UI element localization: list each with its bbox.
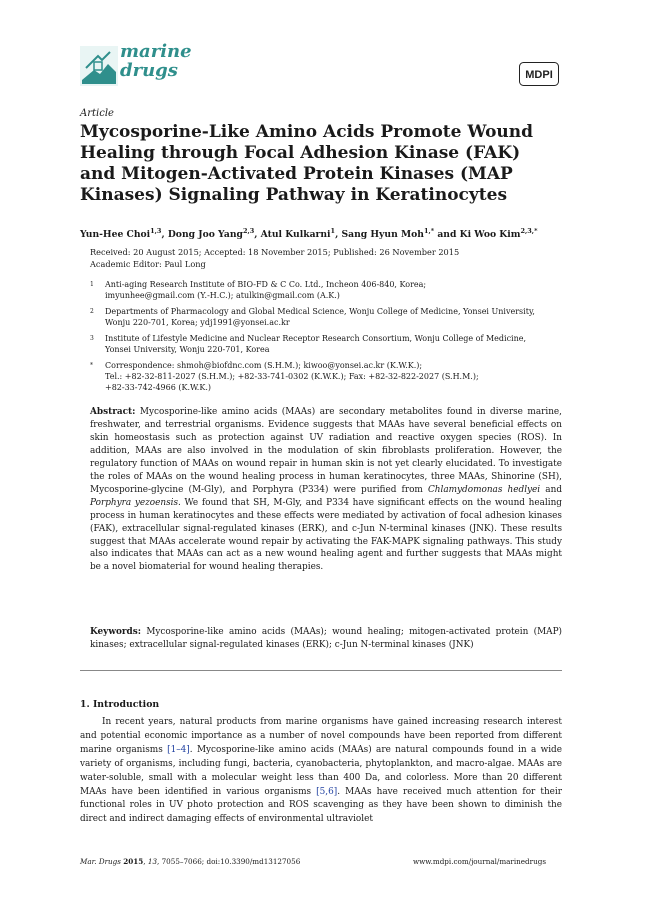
journal-logo-icon [80, 46, 118, 86]
journal-name-line2: drugs [120, 60, 178, 81]
affiliation-line: Correspondence: shmoh@biofdnc.com (S.H.M.); kiwoo@yonsei.ac.kr (K.W.K.); [105, 361, 423, 370]
footer-volume: 13 [147, 857, 158, 866]
abstract-text: and [540, 484, 562, 495]
footer-citation: Mar. Drugs 2015, 13, 7055–7066; doi:10.3390/md13127056 [80, 857, 301, 866]
affiliation-line: Anti-aging Research Institute of BIO-FD & C Co. Ltd., Incheon 406-840, Korea; [105, 280, 427, 289]
academic-editor: Academic Editor: Paul Long [90, 259, 206, 269]
author-affil: 1 [330, 227, 336, 235]
author-name: Atul Kulkarni [260, 229, 331, 241]
author-name: Yun-Hee Choi [80, 229, 151, 241]
paper-title: Mycosporine-Like Amino Acids Promote Wound Healing through Focal Adhesion Kinase (FAK) and Mitogen-Activated Protein Kinases (MAP Kinases) Signaling Pathway in Keratinocytes [80, 122, 534, 205]
affiliation-line: Yonsei University, Wonju 220-701, Korea [105, 345, 270, 354]
author-name: Sang Hyun Moh [341, 229, 424, 241]
keywords-text: Mycosporine-like amino acids (MAAs); wound healing; mitogen-activated protein (MAP) kinases; extracellular signal-regulated kinases (ERK); c-Jun N-terminal kinases (JNK) [90, 627, 562, 650]
journal-logo [80, 42, 190, 94]
mdpi-logo-icon [519, 62, 559, 86]
citation-link[interactable]: [5,6] [316, 786, 338, 797]
affiliation-line: Wonju 220-701, Korea; ydj1991@yonsei.ac.kr [105, 318, 290, 327]
affiliation-line: +82-33-742-4966 (K.W.K.) [105, 383, 211, 392]
publisher-name: MDPI [525, 69, 553, 81]
footer-url[interactable]: www.mdpi.com/journal/marinedrugs [413, 857, 547, 866]
abstract-label: Abstract: [90, 407, 136, 417]
author-name: Dong Joo Yang [167, 229, 243, 241]
author-separator: and [434, 229, 460, 241]
section-divider [80, 670, 562, 671]
intro-text: . Mycosporine-like amino acids (MAAs) are natural compounds found in a wide variety of organisms, including fungi, bacteria, cyanobacteria, phytoplankton, and macro-algae. MAAs are water-soluble, small with a molecular weight less than 400 Da, and colorless. More than 20 different MAAs have been identified in various organisms [80, 744, 562, 797]
abstract-text: We found that SH, M-Gly, and P334 have significant effects on the wound healing process in human keratinocytes and these effects were mediated by activation of focal adhesion kinases (FAK), extracellular signal-regulated kinases (ERK), and c-Jun N-terminal kinases (JNK). These results suggest that MAAs accelerate wound repair by activating the FAK-MAPK signaling pathways. This study also indicates that MAAs can act as a new wound healing agent and further suggests that MAAs might be a novel biomaterial for wound healing therapies. [90, 497, 562, 573]
affiliation-number: 3 [90, 335, 94, 342]
intro-text: . MAAs have received much attention for their functional roles in UV photo protection and ROS scavenging as they have been shown to diminish the direct and indirect damaging effects of environmental ultraviolet [80, 786, 562, 825]
keywords [90, 626, 562, 652]
species-name: Porphyra yezoensis. [90, 497, 181, 508]
affiliation-line: imyunhee@gmail.com (Y.-H.C.); atulkin@gmail.com (A.K.) [105, 291, 340, 300]
journal-name-line1: marine [120, 41, 192, 62]
affiliation-line: Institute of Lifestyle Medicine and Nuclear Receptor Research Consortium, Wonju College of Medicine, [105, 334, 527, 343]
footer-journal: Mar. Drugs [80, 857, 121, 866]
footer-pages-doi: , 7055–7066; doi:10.3390/md13127056 [157, 857, 301, 866]
affiliation-number: 1 [90, 281, 94, 288]
author-separator: , [335, 229, 342, 241]
abstract [90, 406, 562, 574]
section-heading: 1. Introduction [80, 699, 160, 710]
author-separator: , [161, 229, 168, 241]
author-affil: 1,3 [150, 227, 162, 235]
intro-paragraph [80, 716, 562, 827]
publisher-logo [519, 62, 559, 86]
intro-text: In recent years, natural products from marine organisms have gained increasing research interest and potential economic importance as a number of novel compounds have been reported from different marine organisms [80, 717, 562, 755]
affiliation-number: * [90, 362, 93, 369]
abstract-text: Mycosporine-like amino acids (MAAs) are secondary metabolites found in diverse marine, freshwater, and terrestrial organisms. Evidence suggests that MAAs have several beneficial effects on skin homeostasis such as protection against UV radiation and reactive oxygen species (ROS). In addition, MAAs are also involved in the modulation of skin fibroblasts proliferation. However, the regulatory function of MAAs on wound repair in human skin is not yet clearly elucidated. To investigate the roles of MAAs on the wound healing process in human keratinocytes, three MAAs, Shinorine (SH), Mycosporine-glycine (M-Gly), and Porphyra (P334) were purified from [90, 407, 562, 495]
author-affil: 1,* [423, 227, 435, 235]
keywords-label: Keywords: [90, 627, 142, 637]
author-affil: 2,3,* [520, 227, 538, 235]
species-name: Chlamydomonas hedlyei [427, 484, 541, 495]
author-separator: , [254, 229, 261, 241]
affiliation-number: 2 [90, 308, 94, 315]
affiliation-line: Departments of Pharmacology and Global Medical Science, Wonju College of Medicine, Yonsei University, [105, 307, 535, 316]
author-name: Ki Woo Kim [459, 229, 521, 241]
author-list [80, 227, 570, 240]
footer-year: 2015 [123, 857, 144, 866]
author-affil: 2,3 [242, 227, 255, 235]
publication-dates: Received: 20 August 2015; Accepted: 18 November 2015; Published: 26 November 2015 [90, 247, 460, 257]
citation-link[interactable]: [1–4] [167, 744, 190, 755]
affiliation-line: Tel.: +82-32-811-2027 (S.H.M.); +82-33-741-0302 (K.W.K.); Fax: +82-32-822-2027 (S.H.M.); [105, 372, 479, 381]
article-type: Article [80, 108, 114, 119]
